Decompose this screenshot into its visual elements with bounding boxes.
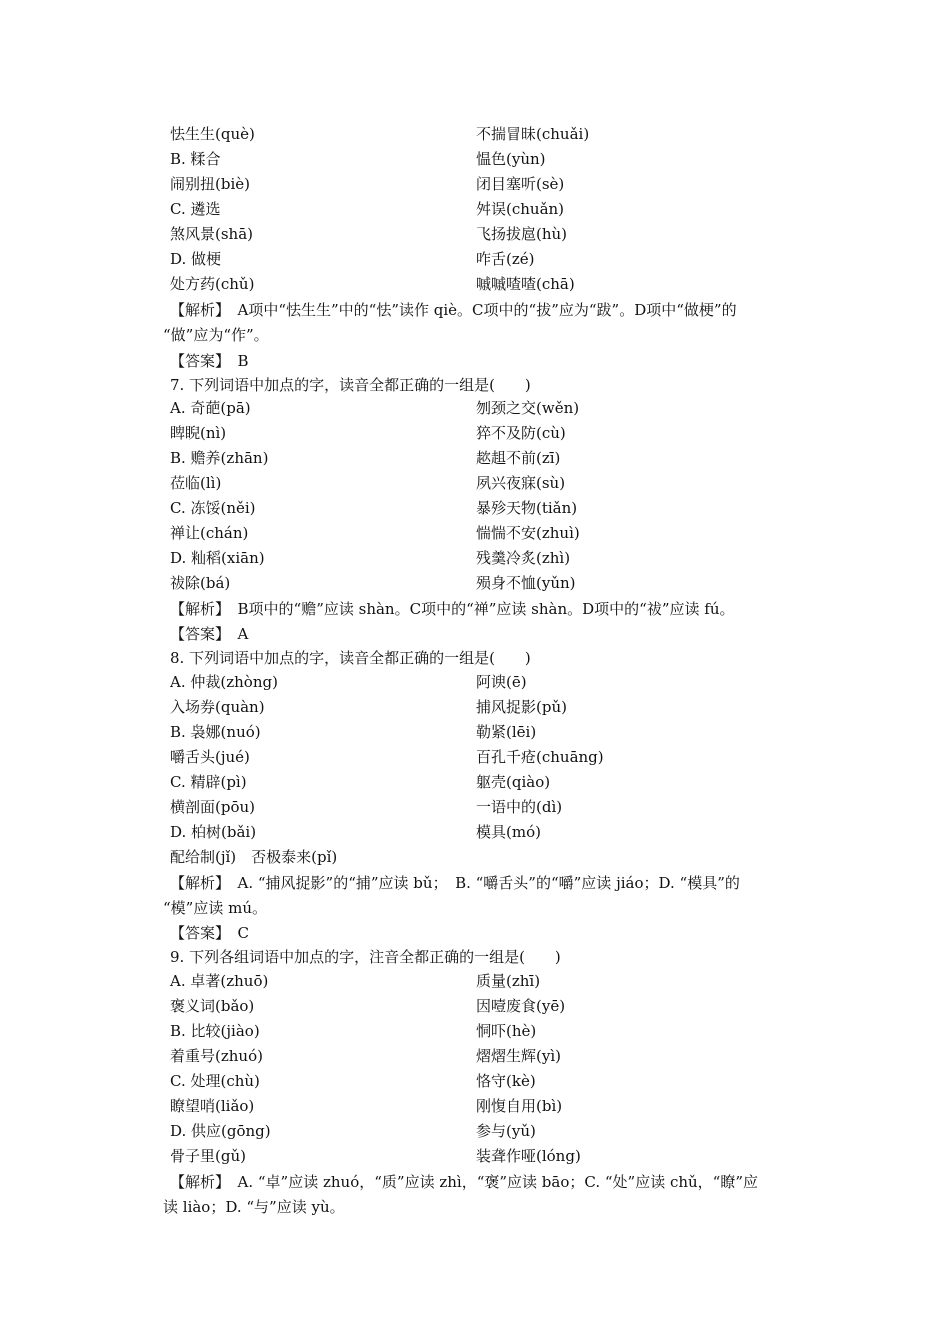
option-text: 闹别扭(biè) bbox=[170, 175, 250, 193]
option-text: 入场券(quàn) bbox=[170, 698, 265, 716]
answer-text: 【答案】 C bbox=[170, 924, 249, 942]
option-text: 阿谀(ē) bbox=[476, 673, 527, 691]
option-text: C. 精辟(pì) bbox=[170, 773, 247, 791]
option-text: 捕风捉影(pǔ) bbox=[476, 698, 567, 716]
analysis-text: 【解析】 A. “捕风捉影”的“捕”应读 bǔ； B. “嚼舌头”的“嚼”应读 jiáo；D. “模具”的 bbox=[170, 874, 740, 892]
option-text: 祓除(bá) bbox=[170, 574, 231, 592]
analysis-text: 读 liào；D. “与”应读 yù。 bbox=[163, 1198, 345, 1216]
option-text: 刎颈之交(wěn) bbox=[476, 399, 580, 417]
option-text: 睥睨(nì) bbox=[170, 424, 227, 442]
option-text: A. 仲裁(zhòng) bbox=[170, 673, 278, 691]
option-text: 处方药(chǔ) bbox=[170, 275, 255, 293]
option-text: 质量(zhī) bbox=[476, 972, 541, 990]
option-text: 愠色(yùn) bbox=[476, 150, 546, 168]
option-text: C. 处理(chù) bbox=[170, 1072, 260, 1090]
analysis-text: “模”应读 mú。 bbox=[163, 899, 267, 917]
option-text: 不揣冒昧(chuǎi) bbox=[476, 125, 590, 143]
option-text: 残羹冷炙(zhì) bbox=[476, 549, 571, 567]
option-text: 舛误(chuǎn) bbox=[476, 200, 565, 218]
option-text: 咋舌(zé) bbox=[476, 250, 535, 268]
option-text: 着重号(zhuó) bbox=[170, 1047, 263, 1065]
option-text: 勒紧(lēi) bbox=[476, 723, 537, 741]
option-text: 一语中的(dì) bbox=[476, 798, 563, 816]
option-text: A. 奇葩(pā) bbox=[170, 399, 251, 417]
option-text: D. 做梗 bbox=[170, 250, 222, 268]
option-text: 装聋作哑(lóng) bbox=[476, 1147, 581, 1165]
option-text: D. 柏树(bǎi) bbox=[170, 823, 257, 841]
option-text: 因噎废食(yē) bbox=[476, 997, 566, 1015]
option-text: 恫吓(hè) bbox=[476, 1022, 537, 1040]
option-text: 参与(yǔ) bbox=[476, 1122, 536, 1140]
option-text: 配给制(jǐ) 否极泰来(pǐ) bbox=[170, 848, 338, 866]
option-text: 猝不及防(cù) bbox=[476, 424, 566, 442]
option-text: 暴殄天物(tiǎn) bbox=[476, 499, 578, 517]
option-text: C. 冻馁(něi) bbox=[170, 499, 256, 517]
option-text: 横剖面(pōu) bbox=[170, 798, 255, 816]
analysis-text: 【解析】 A. “卓”应读 zhuó，“质”应读 zhì，“褒”应读 bāo；C. “处”应读 chǔ，“瞭”应 bbox=[170, 1173, 759, 1191]
option-text: 熠熠生辉(yì) bbox=[476, 1047, 561, 1065]
analysis-text: “做”应为“作”。 bbox=[163, 326, 269, 344]
option-text: D. 供应(gōng) bbox=[170, 1122, 271, 1140]
question-stem: 7. 下列词语中加点的字，读音全都正确的一组是( ) bbox=[170, 376, 531, 394]
option-text: 恪守(kè) bbox=[476, 1072, 536, 1090]
option-text: 禅让(chán) bbox=[170, 524, 249, 542]
option-text: 惴惴不安(zhuì) bbox=[476, 524, 580, 542]
option-text: 夙兴夜寐(sù) bbox=[476, 474, 566, 492]
option-text: A. 卓著(zhuō) bbox=[170, 972, 269, 990]
option-text: 闭目塞听(sè) bbox=[476, 175, 565, 193]
option-text: 飞扬拔扈(hù) bbox=[476, 225, 568, 243]
option-text: 嘁嘁喳喳(chā) bbox=[476, 275, 575, 293]
option-text: B. 糅合 bbox=[170, 150, 221, 168]
question-stem: 8. 下列词语中加点的字，读音全都正确的一组是( ) bbox=[170, 649, 531, 667]
question-stem: 9. 下列各组词语中加点的字，注音全都正确的一组是( ) bbox=[170, 948, 561, 966]
analysis-text: 【解析】 B项中的“赡”应读 shàn。C项中的“禅”应读 shàn。D项中的“祓”应读 fú。 bbox=[170, 600, 735, 618]
option-text: B. 袅娜(nuó) bbox=[170, 723, 261, 741]
option-text: 莅临(lì) bbox=[170, 474, 222, 492]
option-text: 怯生生(què) bbox=[170, 125, 255, 143]
option-text: 瞭望哨(liǎo) bbox=[170, 1097, 255, 1115]
option-text: 模具(mó) bbox=[476, 823, 541, 841]
answer-text: 【答案】 B bbox=[170, 352, 249, 370]
option-text: 趑趄不前(zī) bbox=[476, 449, 561, 467]
option-text: 煞风景(shā) bbox=[170, 225, 254, 243]
option-text: 躯壳(qiào) bbox=[476, 773, 551, 791]
option-text: 百孔千疮(chuāng) bbox=[476, 748, 604, 766]
option-text: 褒义词(bǎo) bbox=[170, 997, 255, 1015]
option-text: B. 赡养(zhān) bbox=[170, 449, 269, 467]
option-text: C. 遴选 bbox=[170, 200, 221, 218]
answer-text: 【答案】 A bbox=[170, 625, 249, 643]
option-text: 嚼舌头(jué) bbox=[170, 748, 250, 766]
option-text: D. 籼稻(xiān) bbox=[170, 549, 265, 567]
option-text: B. 比较(jiào) bbox=[170, 1022, 260, 1040]
analysis-text: 【解析】 A项中“怯生生”中的“怯”读作 qiè。C项中的“拔”应为“跋”。D项中“做梗”的 bbox=[170, 301, 737, 319]
option-text: 骨子里(gǔ) bbox=[170, 1147, 246, 1165]
option-text: 殒身不恤(yǔn) bbox=[476, 574, 576, 592]
option-text: 刚愎自用(bì) bbox=[476, 1097, 563, 1115]
